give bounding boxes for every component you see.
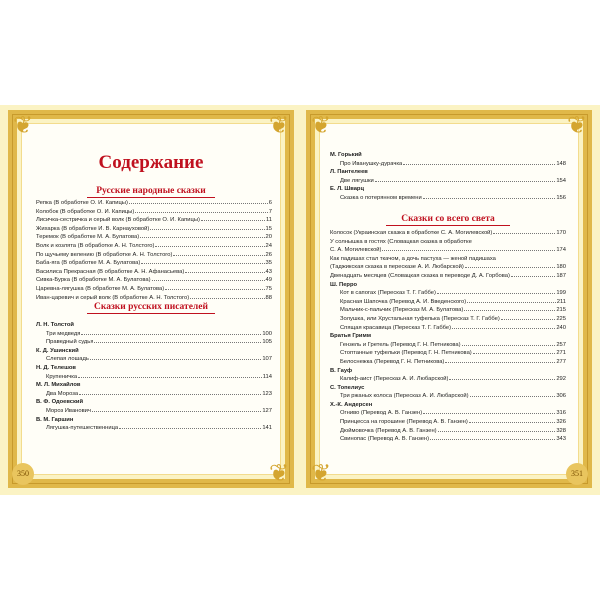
toc-page-number: 343 [556,436,566,443]
toc-entry-title: По щучьему велению (В обработке А. Н. Толстого) [36,251,173,258]
folk-tales-list [36,199,272,302]
toc-page-number: 20 [265,234,272,241]
dot-leader [382,250,555,251]
toc-page-number: 257 [556,341,566,348]
toc-page-number: 15 [265,225,272,232]
dot-leader [473,353,556,354]
author-name: М. Горький [330,152,362,158]
toc-page-number: 326 [556,419,566,426]
dot-leader [140,237,264,238]
toc-entry[interactable] [330,427,566,436]
toc-entry[interactable] [330,324,566,333]
toc-page-number: 88 [265,294,272,301]
toc-entry-title: Лягушка-путешественница [46,425,119,432]
toc-page-number: 24 [265,242,272,249]
toc-entry[interactable] [36,294,272,303]
dot-leader [501,319,556,320]
toc-entry[interactable] [36,373,272,382]
toc-page-number: 154 [556,177,566,184]
author-name: К. Д. Ушинский [36,347,79,354]
toc-page-number: 6 [268,200,272,206]
toc-entry-title: Праведный судья [46,339,94,346]
toc-entry[interactable] [330,358,566,367]
dot-leader [201,220,265,221]
dot-leader [430,439,555,440]
toc-entry[interactable] [330,177,566,186]
toc-entry-title: Три медведя [46,330,81,337]
toc-entry[interactable] [36,216,272,225]
toc-page-number: 292 [556,376,566,383]
toc-entry-title: Жихарка (В обработке И. В. Карнауховой) [36,225,150,232]
section-heading-russian-writers: Сказки русских писателей [60,302,242,314]
toc-page-number: 271 [556,350,566,357]
writers-list-right [330,151,566,203]
dot-leader [94,342,261,343]
toc-entry-title: Репка (В обработке О. И. Капицы) [36,200,128,206]
toc-entry-title: Красная Шапочка (Перевод А. И. Введенского) [340,298,467,305]
toc-page-number: 240 [556,324,566,331]
toc-page-number: 306 [556,393,566,400]
author-name: Л. Н. Толстой [36,322,74,328]
toc-entry-title: Два Мороза [46,390,79,397]
toc-entry-continued: Как падишах стал ткачом, а дочь пастуха — женой падишаха [330,255,496,262]
section-heading-world: Сказки со всего света [360,214,536,226]
toc-entry[interactable] [36,233,272,242]
dot-leader [469,422,556,423]
toc-entry-title: Колобок (В обработке О. И. Капицы) [36,208,135,215]
ornament-corner-icon: ❦ [310,459,332,487]
toc-entry-title: Свинопас (Перевод А. В. Ганзен) [340,436,430,443]
toc-entry[interactable] [36,407,272,416]
toc-page-number: 75 [265,285,272,292]
toc-entry-title: Калиф-аист (Пересказ А. И. Любарской) [340,376,449,383]
toc-entry[interactable] [330,298,566,307]
toc-page-number: 11 [265,217,272,224]
author-name: Л. Пантелеев [330,169,368,176]
dot-leader [511,276,555,277]
toc-entry[interactable] [36,276,272,285]
dot-leader [445,362,555,363]
world-tales-list [330,229,566,444]
toc-entry[interactable] [36,390,272,399]
author-name: Братья Гримм [330,333,372,340]
toc-entry-title: Гензель и Гретель (Перевод Г. Н. Петникова) [340,341,461,348]
toc-entry[interactable] [330,229,566,238]
toc-entry[interactable] [330,315,566,324]
author-name: В. Ф. Одоевский [36,399,84,406]
toc-entry-title: Кот в сапогах (Пересказ Т. Г. Габбе) [340,290,436,297]
toc-entry[interactable] [36,268,272,277]
dot-leader [81,334,261,335]
toc-page-number: 114 [262,373,272,380]
ornament-corner-icon: ❦ [566,111,588,139]
toc-page-number: 7 [268,208,272,215]
dot-leader [150,229,264,230]
toc-entry-title: Белоснежка (Перевод Г. Н. Петникова) [340,358,445,365]
author-name: М. Л. Михайлов [36,382,81,389]
page-number-right: 351 [566,463,588,485]
dot-leader [437,293,555,294]
toc-entry-title: Про Иванушку-дурачка [340,160,403,167]
author-name: С. Топелиус [330,384,365,391]
toc-entry-title: Иван-царевич и серый волк (В обработке А. Н. Толстого) [36,294,190,301]
toc-entry-title: С. А. Могилевской) [330,247,382,254]
toc-entry[interactable] [36,355,272,364]
toc-entry[interactable] [36,259,272,268]
toc-entry[interactable] [36,208,272,217]
toc-entry-continued: У солнышка в гостях (Словацкая сказка в обработке [330,238,472,245]
toc-page-number: 225 [556,315,566,322]
dot-leader [464,310,555,311]
toc-entry[interactable] [330,435,566,444]
toc-page-number: 127 [262,407,272,414]
toc-page-number: 105 [262,339,272,346]
dot-leader [173,255,264,256]
dot-leader [462,345,556,346]
dot-leader [141,263,264,264]
toc-entry-title: Крупеничка [46,373,78,380]
toc-entry[interactable] [36,225,272,234]
dot-leader [129,203,268,204]
toc-page-number: 43 [265,268,272,275]
toc-entry-title: Теремок (В обработке М. А. Булатова) [36,234,140,241]
toc-page-number: 211 [556,298,566,305]
dot-leader [438,431,556,432]
toc-entry-title: Двенадцать месяцев (Словацкая сказка в переводе Д. А. Горбова) [330,272,510,279]
toc-entry-title: Василиса Прекрасная (В обработке А. Н. Афанасьева) [36,268,185,275]
toc-entry[interactable] [36,199,272,208]
toc-page-number: 316 [556,410,566,417]
toc-page-number: 174 [556,247,566,254]
toc-entry-title: Царевна-лягушка (В обработке М. А. Булатова) [36,285,165,292]
toc-page-number: 148 [556,160,566,167]
author-name: Е. Л. Шварц [330,186,365,193]
toc-entry[interactable] [330,409,566,418]
toc-entry-title: Волк и козлята (В обработке А. Н. Толстого) [36,242,155,249]
toc-entry[interactable] [330,392,566,401]
author-name: Ш. Перро [330,281,358,288]
author-name: В. М. Гаршин [36,416,74,423]
writers-list-left [36,321,272,433]
toc-entry[interactable] [330,289,566,298]
toc-entry[interactable] [330,306,566,315]
dot-leader [135,212,268,213]
section-heading-russian-folk: Русские народные сказки [60,186,242,198]
dot-leader [185,272,264,273]
toc-page-number: 26 [265,251,272,258]
dot-leader [90,359,261,360]
toc-page-number: 277 [556,358,566,365]
dot-leader [467,302,556,303]
dot-leader [375,181,556,182]
toc-page-number: 49 [265,277,272,284]
toc-entry-title: Сказка о потерянном времени [340,194,422,201]
dot-leader [119,428,261,429]
dot-leader [165,289,264,290]
toc-entry[interactable] [36,251,272,260]
toc-entry[interactable] [330,263,566,272]
page-title: Содержание [98,152,204,173]
author-name: Н. Д. Телешов [36,364,77,371]
toc-entry-title: Принцесса на горошине (Перевод А. В. Ганзен) [340,419,468,426]
dot-leader [152,280,265,281]
dot-leader [465,267,556,268]
toc-entry-title: Золушка, или Хрустальная туфелька (Пересказ Т. Г. Габбе) [340,315,500,322]
author-name: В. Гауф [330,367,353,374]
dot-leader [79,394,261,395]
toc-entry[interactable] [330,341,566,350]
toc-entry-title: Мальчик-с-пальчик (Пересказ М. А. Булатова) [340,307,464,314]
author-name: Х.-К. Андерсен [330,401,373,408]
toc-entry-title: Колосок (Украинская сказка в обработке С. А. Могилевской) [330,230,493,236]
dot-leader [449,379,555,380]
toc-entry[interactable] [36,338,272,347]
toc-entry-title: Стоптанные туфельки (Перевод Г. Н. Петникова) [340,350,472,357]
toc-page-number: 328 [556,427,566,434]
toc-entry[interactable] [330,272,566,281]
ornament-corner-icon: ❦ [310,111,332,139]
toc-page-number: 215 [556,307,566,314]
toc-entry-title: Слепая лошадь [46,356,89,363]
toc-entry[interactable] [36,330,272,339]
ornament-corner-icon: ❦ [12,111,34,139]
toc-entry-title: Дюймовочка (Перевод А. В. Ганзен) [340,427,437,434]
dot-leader [493,233,555,234]
toc-entry[interactable] [330,194,566,203]
ornament-corner-icon: ❦ [268,459,290,487]
toc-entry-title: (Таджикская сказка в пересказе А. И. Любарской) [330,264,464,271]
toc-entry[interactable] [36,424,272,433]
toc-entry-title: Спящая красавица (Пересказ Т. Г. Габбе) [340,324,452,331]
page-number-left: 350 [12,463,34,485]
toc-entry-title: Две лягушки [340,177,374,184]
dot-leader [155,246,264,247]
toc-entry-title: Огниво (Перевод А. В. Ганзен) [340,410,423,417]
dot-leader [470,396,556,397]
dot-leader [78,377,262,378]
dot-leader [190,298,264,299]
dot-leader [423,198,556,199]
toc-entry-title: Сивка-Бурка (В обработке М. А. Булатова) [36,277,151,284]
toc-entry[interactable] [330,418,566,427]
toc-page-number: 35 [265,260,272,267]
dot-leader [423,413,555,414]
ornament-corner-icon: ❦ [268,111,290,139]
toc-entry[interactable] [36,285,272,294]
dot-leader [403,164,555,165]
toc-entry[interactable] [36,242,272,251]
toc-page-number: 199 [556,290,566,297]
toc-page-number: 100 [262,330,272,337]
toc-entry-title: Мороз Иванович [46,407,91,414]
toc-page-number: 123 [262,390,272,397]
toc-entry[interactable] [330,375,566,384]
toc-entry-title: Баба-яга (В обработке М. А. Булатова) [36,260,141,267]
toc-entry-title: Три ржаных колоса (Пересказ А. И. Любарской) [340,393,469,400]
toc-page-number: 141 [262,425,272,432]
toc-page-number: 187 [556,272,566,279]
toc-entry[interactable] [330,349,566,358]
toc-entry[interactable] [330,246,566,255]
toc-entry-title: Лисичка-сестричка и серый волк (В обработке О. И. Капицы) [36,217,200,224]
toc-page-number: 180 [556,264,566,271]
toc-page-number: 170 [556,230,566,236]
dot-leader [92,411,261,412]
toc-page-number: 107 [262,356,272,363]
dot-leader [452,328,555,329]
toc-entry[interactable] [330,160,566,169]
toc-page-number: 156 [556,194,566,201]
